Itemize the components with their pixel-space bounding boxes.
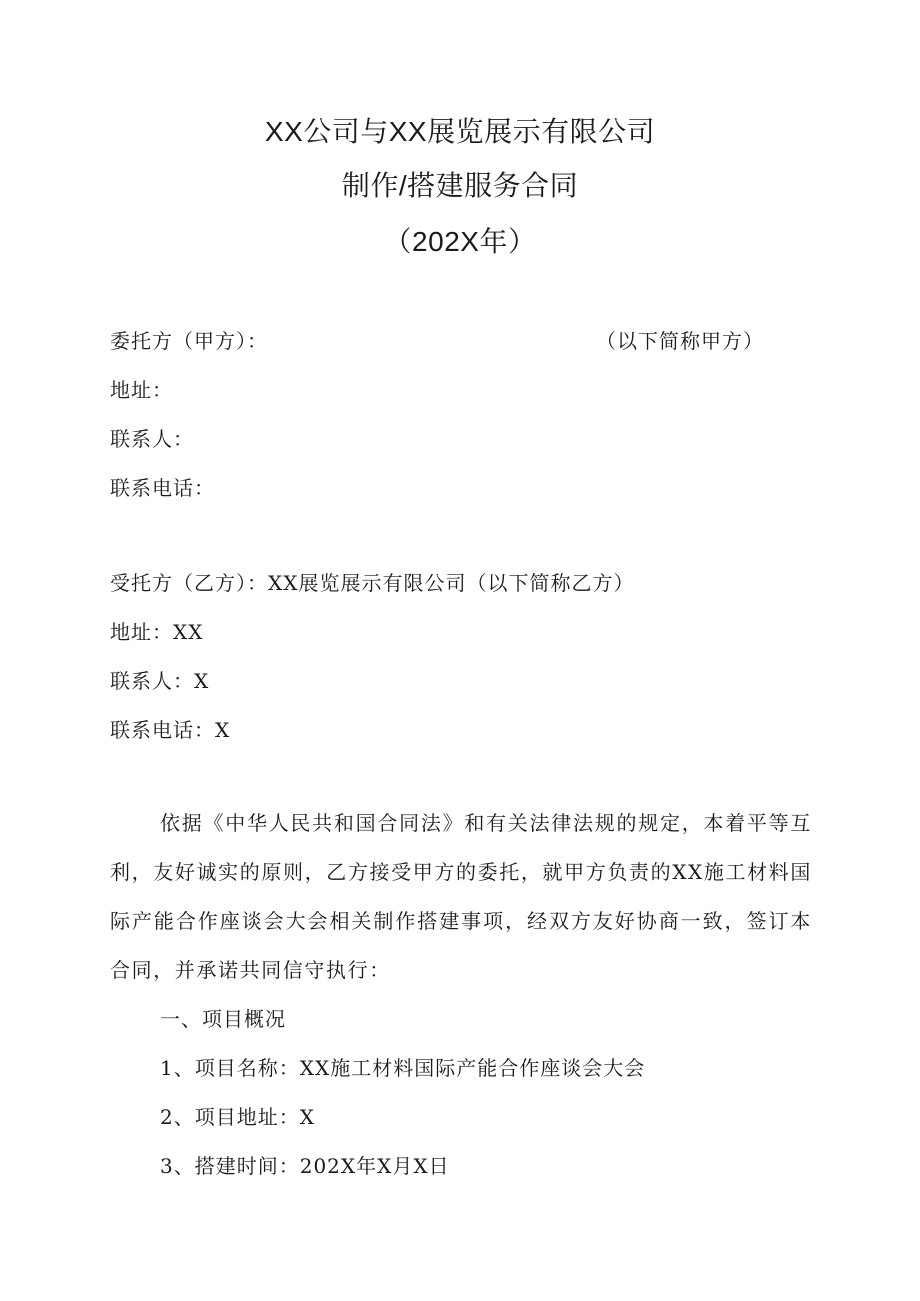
title-line-2: 制作/搭建服务合同 (341, 170, 579, 201)
build-time-item: 3、搭建时间：202X年X月X日 (160, 1154, 450, 1178)
party-a-phone: 联系电话： (110, 476, 215, 500)
party-a-note: （以下简称甲方） (596, 329, 764, 353)
intro-paragraph: 依据《中华人民共和国合同法》和有关法律法规的规定，本着平等互利，友好诚实的原则，乙方接受甲方的委托，就甲方负责的XX施工材料国际产能合作座谈会大会相关制作搭建事项，经双方友好协商一致，签订本合同，并承诺共同信守执行： (110, 811, 812, 982)
party-a-label: 委托方（甲方）： (110, 329, 268, 353)
section-1-heading: 一、项目概况 (160, 1007, 286, 1031)
party-b-address: 地址：XX (110, 620, 204, 644)
project-address-item: 2、项目地址：X (160, 1105, 315, 1129)
party-b-label: 受托方（乙方）：XX展览展示有限公司（以下简称乙方） (110, 571, 635, 595)
title-line-1: XX公司与XX展览展示有限公司 (264, 116, 656, 147)
party-a-address: 地址： (110, 378, 173, 402)
party-b-contact: 联系人：X (110, 669, 210, 693)
party-b-phone: 联系电话：X (110, 718, 231, 742)
project-name-item: 1、项目名称：XX施工材料国际产能合作座谈会大会 (160, 1056, 646, 1080)
party-a-contact: 联系人： (110, 427, 194, 451)
title-line-3: （202X年） (383, 226, 537, 257)
